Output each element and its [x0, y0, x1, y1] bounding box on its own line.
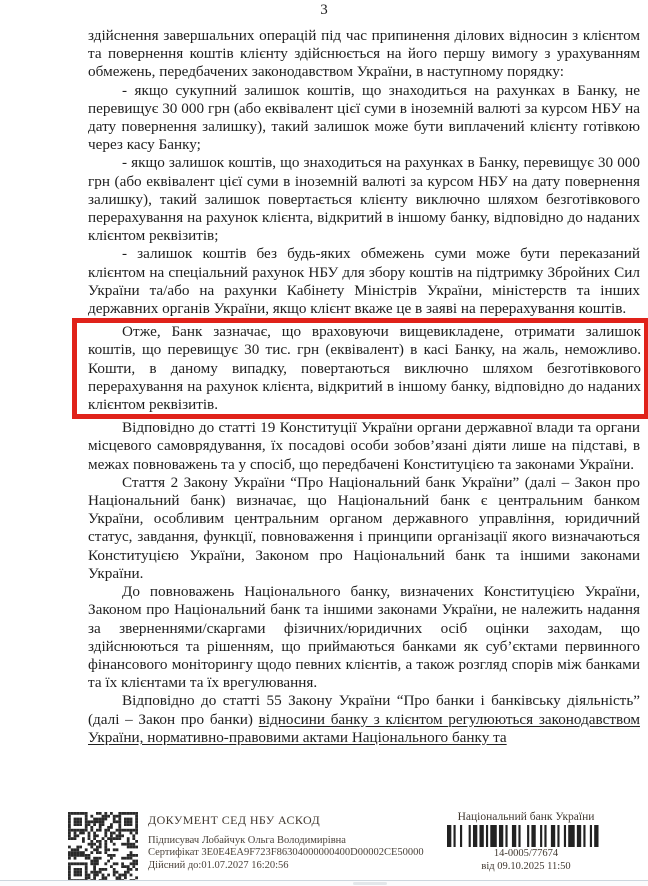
list-item-special-account: - залишок коштів без будь-яких обмежень суми може бути переказаний клієнтом на спеціальний рахунок НБУ для збору коштів на підтримку Збройних Сил України та/або на рахунки Кабінету Міністрів України, міністерств та інших державних органів України, якщо клієнт вкаже це в заяві на перерахування коштів. — [88, 245, 640, 318]
red-highlight-box — [72, 318, 648, 419]
sed-system-title: ДОКУМЕНТ СЕД НБУ АСКОД — [148, 813, 321, 827]
paragraph-continuation: здійснення завершальних операцій під час припинення ділових відносин з клієнтом та повернення коштів клієнту здійснюється на його першу вимогу з урахуванням обмежень, передбачених законодавством України, в наступному порядку: — [88, 27, 640, 81]
paragraph-banks-law-normal: Відповідно до статті 55 Закону України “Про банки і банківську діяльність” (далі – Закон про банки) — [88, 692, 640, 728]
document-body — [88, 27, 640, 747]
scroll-hint — [353, 882, 387, 885]
certificate-validity: Дійсний до:01.07.2027 16:20:56 — [148, 859, 289, 871]
certificate-number: Сертифікат 3E0E4EA9F723F86304000000400D00002CE50000 — [148, 847, 424, 859]
list-item-over-limit: - якщо залишок коштів, що знаходиться на рахунках в Банку, перевищує 30 000 грн (або еквівалент цієї суми в іноземній валюті за курсом НБУ на дату повернення залишку), такий залишок повертається клієнту виключно шляхом безготівкового перерахування на рахунок клієнта, відкритий в іншому банку, відповідно до наданих клієнтом реквізитів; — [88, 154, 640, 245]
list-item-cash-limit: - якщо сукупний залишок коштів, що знаходиться на рахунках в Банку, не перевищує 30 000 грн (або еквівалент цієї суми в іноземній валюті за курсом НБУ на дату повернення залишку), такий залишок може бути виплачений клієнту готівкою через касу Банку; — [88, 81, 640, 154]
signature-block — [148, 813, 448, 872]
signer-name: Підписувач Лобайчук Ольга Володимирівна — [148, 835, 346, 846]
paragraph-nbu-law-art2: Стаття 2 Закону України “Про Національний банк України” (далі – Закон про Національний банк) визначає, що Національний банк є центральним банком України, особливим центральним органом державного управління, юридичний статус, завдання, функції, повноваження і принципи організації якого визначаються Конституцією України, Законом про Національний банк та іншими законами України. — [88, 473, 640, 582]
document-date: від 09.10.2025 11:50 — [481, 860, 571, 872]
paragraph-banks-law-underlined: відносини банку з клієнтом регулюються законодавством України, нормативно-правовими актами Національного банку та — [88, 710, 640, 746]
paragraph-banks-law-art55 — [88, 692, 640, 747]
paragraph-constitution-art19: Відповідно до статті 19 Конституції України органи державної влади та органи місцевого самоврядування, їх посадові особи зобов’язані діяти лише на підставі, в межах повноважень та у спосіб, що передбачені Конституцією та законами України. — [88, 419, 640, 473]
barcode-icon — [447, 825, 605, 847]
highlighted-paragraph: Отже, Банк зазначає, що враховуючи вищевикладене, отримати залишок коштів, що перевищує 30 тис. грн (еквівалент) в касі Банку, на жаль, неможливо. Кошти, в даному випадку, повертаються виключно шляхом безготівкового перерахування на рахунок клієнта, відкритий в іншому банку, відповідно до наданих клієнтом реквізитів. — [88, 323, 641, 414]
organization-name: Національний банк України — [457, 811, 595, 823]
paragraph-nbu-powers: До повноважень Національного банку, визначених Конституцією України, Законом про Національний банк та іншими законами України, не належить надання за зверненнями/скаргами фізичних/юридичних осіб оцінки заходам, що здійснюються та рішенням, що приймаються банками як суб’єктами первинного фінансового моніторингу щодо певних клієнтів, а також розгляд спорів між банками та їх клієнтами та їх врегулювання. — [88, 583, 640, 692]
page-number: 3 — [320, 2, 328, 18]
viewport-bottom-edge — [0, 880, 648, 886]
registration-stamp — [428, 811, 624, 873]
qr-code-icon — [68, 812, 138, 882]
document-number: 14-0005/77674 — [493, 848, 559, 859]
document-footer — [0, 806, 648, 882]
